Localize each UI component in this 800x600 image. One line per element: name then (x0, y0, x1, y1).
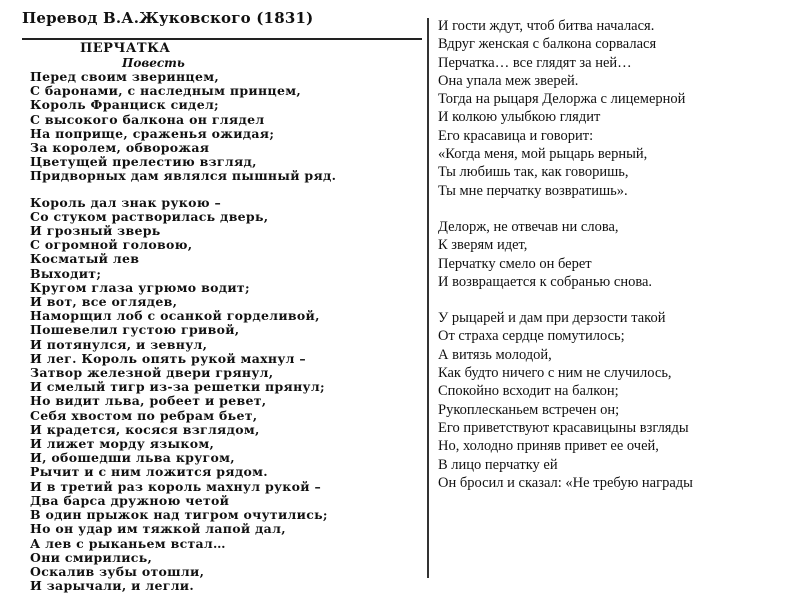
left-poem-line: Себя хвостом по ребрам бьет, (30, 407, 258, 423)
left-poem-line: Два барса дружною четой (30, 492, 230, 508)
right-poem-line: Его приветствуют красавицыны взгляды (438, 419, 689, 436)
left-poem-line: И грозный зверь (30, 223, 161, 239)
translation-header: Перевод В.А.Жуковского (1831) (22, 9, 314, 27)
left-poem-text (30, 70, 425, 593)
left-poem-line: Пошевелил густою гривой, (30, 322, 240, 338)
left-poem-line: С огромной головою, (30, 237, 193, 253)
header-rule (22, 38, 422, 40)
left-poem-line: С баронами, с наследным принцем, (30, 83, 302, 99)
left-poem-line: Косматый лев (30, 251, 140, 267)
right-poem-line: Перчатку смело он берет (438, 255, 592, 272)
right-poem-line: Тогда на рыцаря Делоржа с лицемерной (438, 91, 686, 108)
stanza-break (438, 291, 778, 309)
poem-title: ПЕРЧАТКА (80, 41, 171, 56)
right-poem-line: У рыцарей и дам при дерзости такой (438, 310, 666, 327)
left-poem-line: И крадется, косяся взглядом, (30, 421, 260, 437)
left-poem-line: Король Франциск сидел; (30, 97, 219, 113)
left-poem-line: И, обошедши льва кругом, (30, 450, 235, 466)
right-poem-line: Вдруг женская с балкона сорвалася (438, 36, 657, 53)
left-poem-line: Кругом глаза угрюмо водит; (30, 279, 250, 295)
right-poem-line: Спокойно всходит на балкон; (438, 383, 619, 400)
left-poem-line: Оскалив зубы отошли, (30, 563, 205, 579)
left-poem-line: И лег. Король опять рукой махнул – (30, 350, 306, 366)
left-column (22, 8, 422, 594)
right-poem-line: И колкою улыбкою глядит (438, 109, 601, 126)
right-poem-line: И возвращается к собранью снова. (438, 273, 653, 290)
left-poem-line: И вот, все оглядев, (30, 294, 178, 310)
left-poem-line: Со стуком растворилась дверь, (30, 208, 269, 224)
right-poem-line: А витязь молодой, (438, 346, 552, 363)
right-poem-line: Ты любишь так, как говоришь, (438, 164, 629, 181)
right-poem-line: Его красавица и говорит: (438, 127, 594, 144)
right-poem-line: К зверям идет, (438, 237, 528, 254)
right-poem-line: Она упала меж зверей. (438, 72, 579, 89)
right-poem-line: Делорж, не отвечав ни слова, (438, 218, 619, 235)
right-poem-line: От страха сердце помутилось; (438, 328, 625, 345)
left-poem-line: И потянулся, и зевнул, (30, 336, 208, 352)
stanza-break (30, 184, 425, 196)
right-column (438, 17, 778, 492)
left-poem-line: Король дал знак рукою – (30, 194, 222, 210)
right-poem-line: Перчатка… все глядят за ней… (438, 54, 632, 71)
right-poem-line: Ты мне перчатку возвратишь». (438, 182, 628, 199)
right-poem-line: «Когда меня, мой рыцарь верный, (438, 146, 648, 163)
left-poem-line: Придворных дам являлся пышный ряд. (30, 168, 337, 184)
right-poem-line: И гости ждут, чтоб битва началася. (438, 18, 655, 34)
right-poem-line: Но, холодно приняв привет ее очей, (438, 438, 659, 455)
left-poem-line: На поприще, сраженья ожидая; (30, 125, 275, 141)
left-poem-line: Рычит и с ним ложится рядом. (30, 464, 268, 480)
right-poem-line: Как будто ничего с ним не случилось, (438, 365, 672, 382)
left-poem-line: И лижет морду языком, (30, 436, 215, 452)
right-poem-line: Он бросил и сказал: «Не требую награды (438, 474, 693, 491)
poem-subtitle: Повесть (122, 56, 185, 70)
left-poem-line: И в третий раз король махнул рукой – (30, 478, 322, 494)
left-poem-line: И смелый тигр из-за решетки прянул; (30, 379, 325, 395)
left-poem-line: Выходит; (30, 265, 102, 281)
left-poem-line: Наморщил лоб с осанкой горделивой, (30, 308, 320, 324)
right-poem-line: В лицо перчатку ей (438, 456, 558, 473)
left-poem-line: Затвор железной двери грянул, (30, 365, 274, 381)
left-poem-line: А лев с рыканьем встал… (30, 535, 226, 551)
left-poem-line: Но видит льва, робеет и ревет, (30, 393, 267, 409)
left-poem-line: Но он удар им тяжкой лапой дал, (30, 521, 286, 537)
left-poem-line: Цветущей прелестию взгляд, (30, 154, 257, 170)
column-divider (427, 18, 429, 578)
left-poem-line: Перед своим зверинцем, (30, 69, 220, 84)
left-poem-line: В один прыжок над тигром очутились; (30, 507, 328, 523)
left-poem-line: С высокого балкона он глядел (30, 111, 265, 127)
left-poem-line: За королем, обворожая (30, 140, 210, 156)
right-poem-line: Рукоплесканьем встречен он; (438, 401, 620, 418)
stanza-break (438, 200, 778, 218)
left-poem-line: И зарычали, и легли. (30, 578, 195, 594)
left-poem-line: Они смирились, (30, 549, 153, 565)
